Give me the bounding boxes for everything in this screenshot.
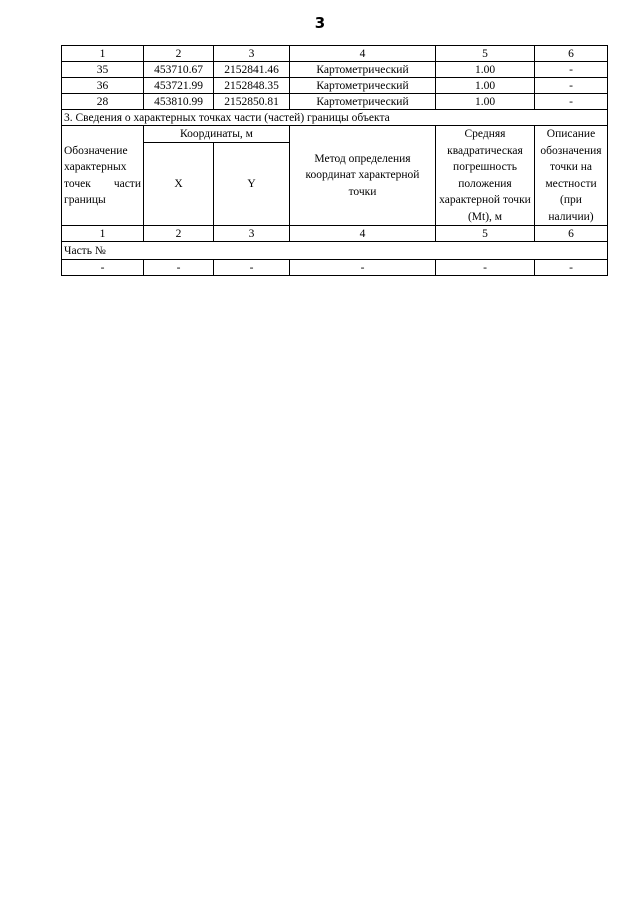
empty-cell: - (535, 260, 608, 276)
header-cell: 2 (144, 226, 214, 242)
section-title: 3. Сведения о характерных точках части (частей) границы объекта (62, 110, 608, 126)
header-cell: 1 (62, 46, 144, 62)
error-header: Средняя квадратическая погрешность положения характерной точки (Mt), м (436, 126, 535, 226)
y-cell: 2152848.35 (214, 78, 290, 94)
header-cell: 3 (214, 46, 290, 62)
section-header-row (62, 126, 608, 143)
error-cell: 1.00 (436, 78, 535, 94)
empty-cell: - (290, 260, 436, 276)
x-cell: 453721.99 (144, 78, 214, 94)
part-label: Часть № (62, 242, 608, 260)
header-cell: 6 (535, 226, 608, 242)
point-id-cell: 36 (62, 78, 144, 94)
method-cell: Картометрический (290, 94, 436, 110)
point-id-cell: 35 (62, 62, 144, 78)
coordinates-header: Координаты, м (144, 126, 290, 143)
header-cell: 4 (290, 226, 436, 242)
y-header: Y (214, 143, 290, 226)
empty-cell: - (62, 260, 144, 276)
y-cell: 2152841.46 (214, 62, 290, 78)
method-cell: Картометрический (290, 62, 436, 78)
header-cell: 2 (144, 46, 214, 62)
header-cell: 5 (436, 226, 535, 242)
description-cell: - (535, 78, 608, 94)
description-cell: - (535, 62, 608, 78)
point-id-cell: 28 (62, 94, 144, 110)
part-row (62, 242, 608, 260)
header-cell: 6 (535, 46, 608, 62)
error-cell: 1.00 (436, 94, 535, 110)
section-title-row (62, 110, 608, 126)
header-cell: 4 (290, 46, 436, 62)
designation-header: Обозначение характерных точек части границы (62, 126, 144, 226)
empty-cell: - (214, 260, 290, 276)
column-number-row (62, 226, 608, 242)
description-cell: - (535, 94, 608, 110)
column-number-row (62, 46, 608, 62)
empty-cell: - (436, 260, 535, 276)
table-row (62, 94, 608, 110)
page-number: 3 (314, 14, 326, 32)
description-header: Описание обозначения точки на местности (при наличии) (535, 126, 608, 226)
y-cell: 2152850.81 (214, 94, 290, 110)
table-row (62, 260, 608, 276)
table-row (62, 78, 608, 94)
header-cell: 5 (436, 46, 535, 62)
header-cell: 1 (62, 226, 144, 242)
x-cell: 453710.67 (144, 62, 214, 78)
boundary-points-table (61, 45, 608, 276)
error-cell: 1.00 (436, 62, 535, 78)
table-row (62, 62, 608, 78)
method-header: Метод определения координат характерной точки (290, 126, 436, 226)
x-header: X (144, 143, 214, 226)
header-cell: 3 (214, 226, 290, 242)
x-cell: 453810.99 (144, 94, 214, 110)
empty-cell: - (144, 260, 214, 276)
method-cell: Картометрический (290, 78, 436, 94)
